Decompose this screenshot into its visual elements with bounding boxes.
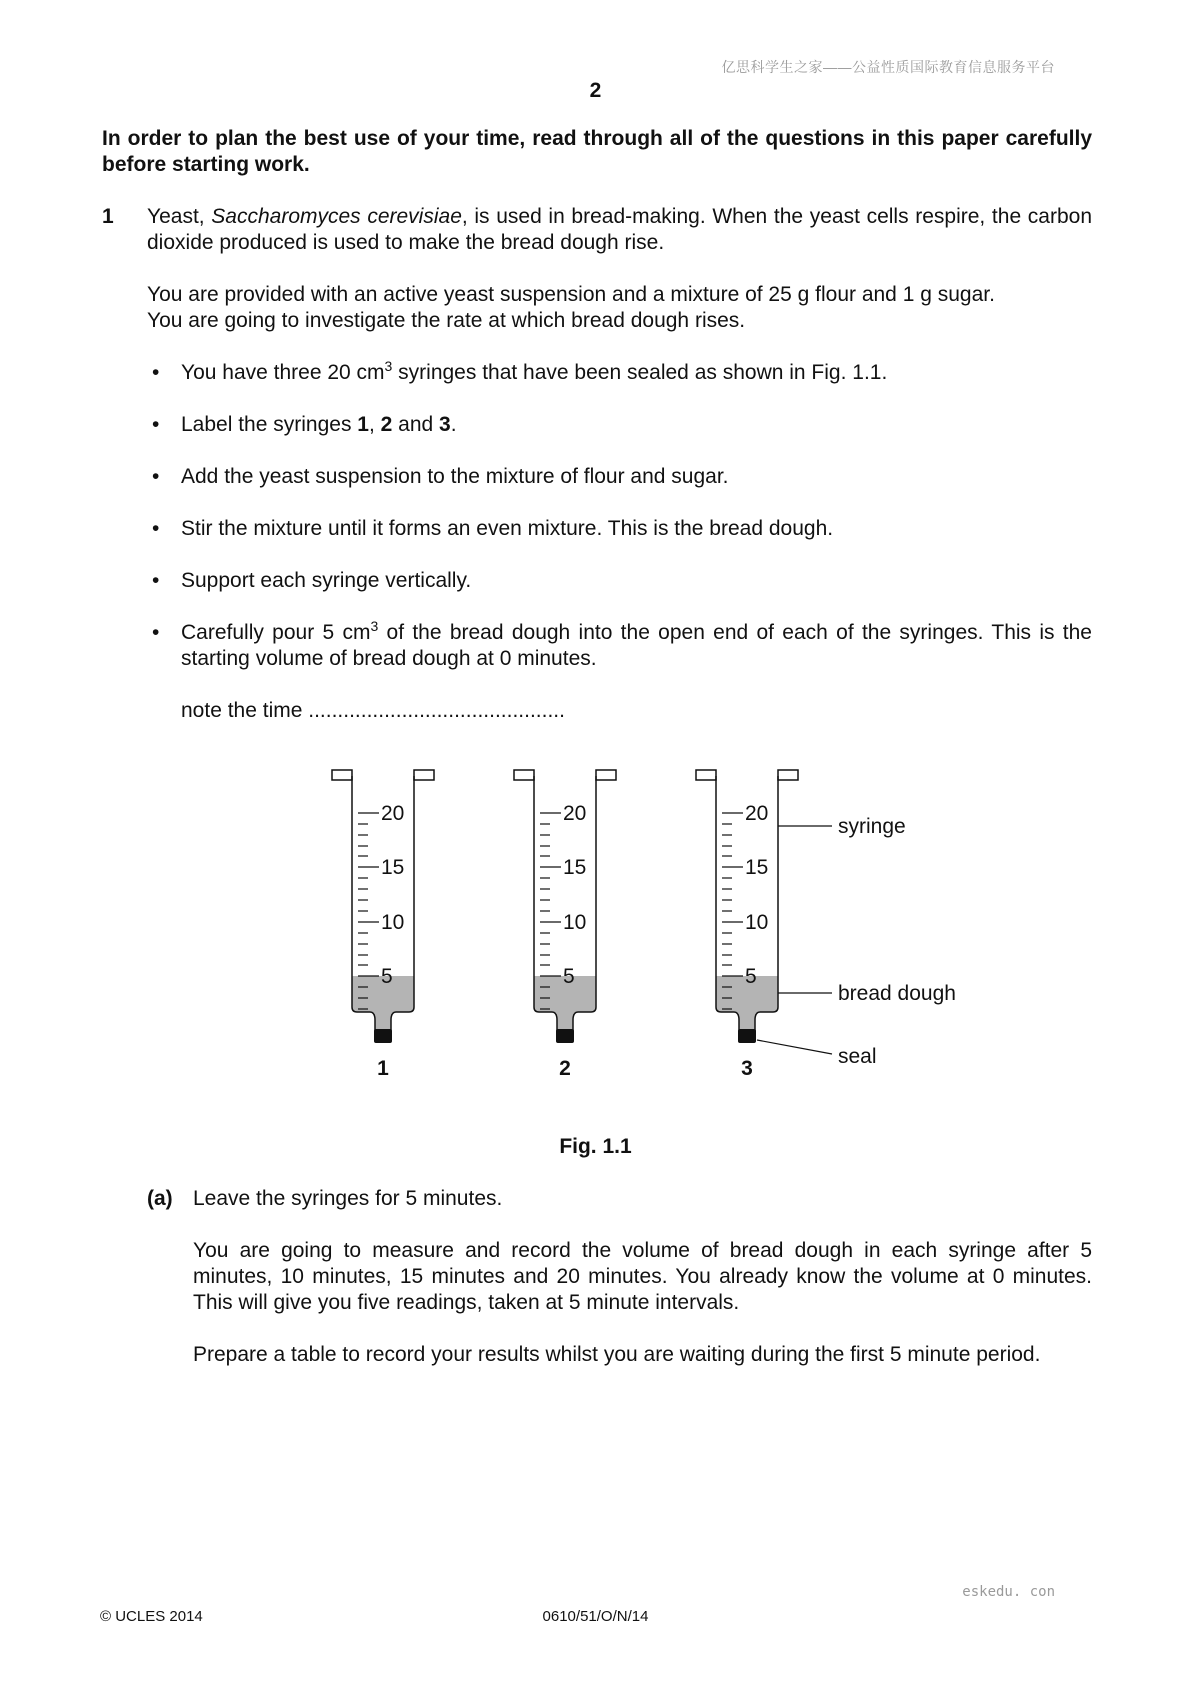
scale-label: 20 bbox=[745, 802, 769, 825]
label-seal: seal bbox=[838, 1045, 877, 1068]
scale-label: 10 bbox=[745, 911, 769, 934]
syringe-number: 3 bbox=[741, 1057, 753, 1080]
bullet-add-yeast: Add the yeast suspension to the mixture of flour and sugar. bbox=[181, 465, 729, 488]
bullet-marker: • bbox=[152, 413, 160, 436]
page-number: 2 bbox=[589, 79, 602, 102]
bullet-syringes: You have three 20 $cm^3$ syringes that have been sealed as shown in Fig. 1.1. bbox=[181, 358, 888, 384]
part-a-label: (a) bbox=[147, 1187, 173, 1210]
part-a-measure-text: You are going to measure and record the volume of bread dough in each syringe after 5 minutes, 10 minutes, 15 minutes and 20 minutes. You already know the volume at 0 minutes. This will give you five readings, taken at 5 minute intervals. bbox=[193, 1239, 1092, 1314]
seal bbox=[738, 1029, 756, 1043]
scale-label: 10 bbox=[381, 911, 405, 934]
bullet-stir: Stir the mixture until it forms an even mixture. This is the bread dough. bbox=[181, 517, 834, 540]
paper-code: 0610/51/O/N/14 bbox=[542, 1608, 649, 1625]
syringe-2 bbox=[514, 770, 616, 1080]
scale-label: 20 bbox=[563, 802, 587, 825]
provided-line-2: You are going to investigate the rate at which bread dough rises. bbox=[147, 309, 746, 332]
seal bbox=[374, 1029, 392, 1043]
scale-label: 10 bbox=[563, 911, 587, 934]
footer-watermark: eskedu. con bbox=[962, 1584, 1055, 1600]
figure-caption: Fig. 1.1 bbox=[559, 1135, 632, 1158]
scale-label: 15 bbox=[563, 856, 587, 879]
figure-syringes bbox=[300, 740, 980, 1110]
species-name: Saccharomyces cerevisiae bbox=[211, 205, 462, 228]
header-watermark: 亿思科学生之家——公益性质国际教育信息服务平台 bbox=[721, 59, 1055, 75]
part-a-table-text: Prepare a table to record your results whilst you are waiting during the first 5 minute period. bbox=[193, 1343, 1041, 1366]
label-bread-dough: bread dough bbox=[838, 982, 956, 1005]
question-intro: Yeast, Saccharomyces cerevisiae, is used in bread-making. When the yeast cells respire, the carbon dioxide produced is used to make the bread dough rise. bbox=[147, 205, 1093, 254]
syringe-3 bbox=[696, 770, 798, 1080]
scale-label: 5 bbox=[745, 965, 757, 988]
syringe-number: 2 bbox=[559, 1057, 571, 1080]
bullet-label: Label the syringes 1, 2 and 3. bbox=[181, 413, 457, 436]
bullet-marker: • bbox=[152, 517, 160, 540]
scale-label: 15 bbox=[745, 856, 769, 879]
provided-line-1: You are provided with an active yeast suspension and a mixture of 25 g flour and 1 g sugar. bbox=[147, 283, 995, 306]
bullet-support: Support each syringe vertically. bbox=[181, 569, 472, 592]
scale-label: 5 bbox=[563, 965, 575, 988]
part-a-instruction: Leave the syringes for 5 minutes. bbox=[193, 1187, 503, 1210]
general-instructions: In order to plan the best use of your time, read through all of the questions in this paper carefully before starting work. bbox=[102, 127, 1092, 176]
syringe-number: 1 bbox=[377, 1057, 389, 1080]
note-time: note the time ............................................ bbox=[181, 699, 565, 722]
seal-label-line bbox=[757, 1040, 832, 1054]
bullet-marker: • bbox=[152, 361, 160, 384]
bullet-marker: • bbox=[152, 621, 160, 644]
bullet-pour: Carefully pour 5 $cm^3$ of the bread dough into the open end of each of the syringes. This is the starting volume of bread dough at 0 minutes. bbox=[181, 618, 1092, 670]
scale-label: 15 bbox=[381, 856, 405, 879]
syringe-1 bbox=[332, 770, 434, 1080]
scale-label: 20 bbox=[381, 802, 405, 825]
seal bbox=[556, 1029, 574, 1043]
scale-label: 5 bbox=[381, 965, 393, 988]
copyright: © UCLES 2014 bbox=[100, 1608, 203, 1625]
bullet-marker: • bbox=[152, 569, 160, 592]
bullet-marker: • bbox=[152, 465, 160, 488]
label-syringe: syringe bbox=[838, 815, 906, 838]
question-number: 1 bbox=[102, 205, 114, 228]
